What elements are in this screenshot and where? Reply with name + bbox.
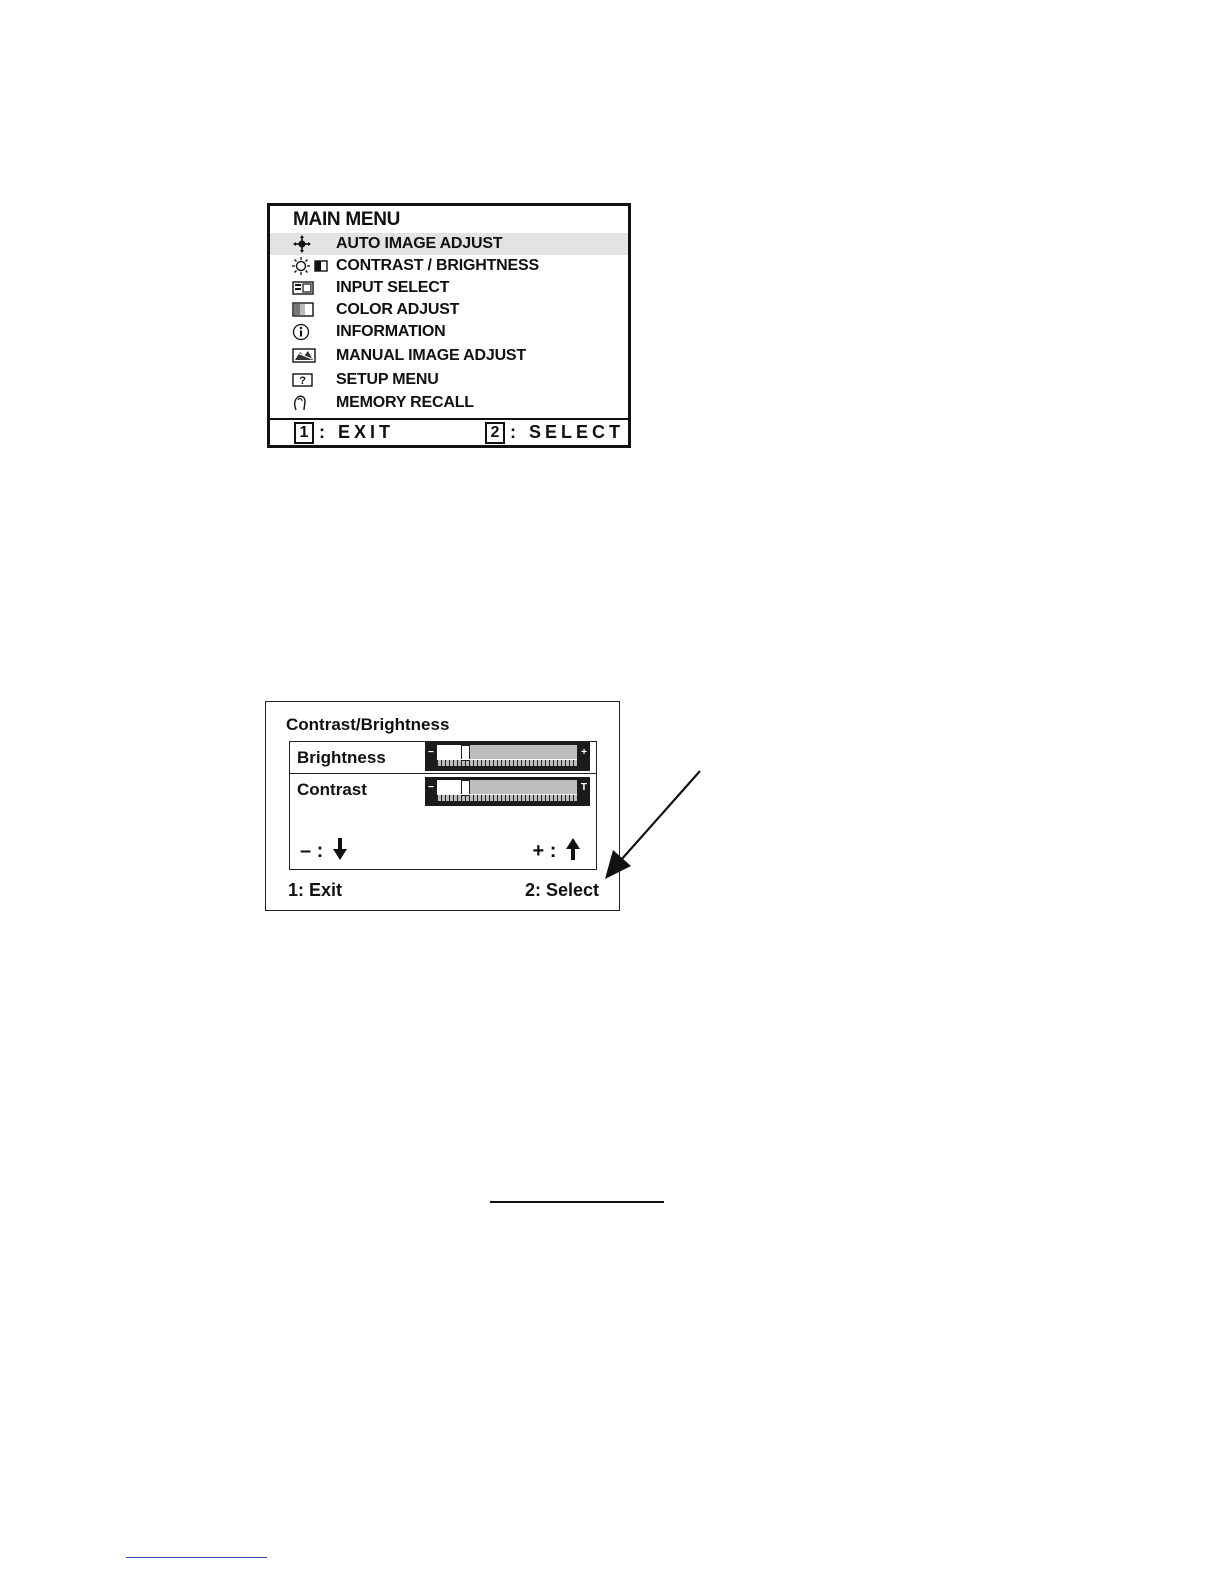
main-menu-panel bbox=[267, 203, 631, 448]
menu-item-label: CONTRAST / BRIGHTNESS bbox=[336, 257, 539, 274]
menu-item-label: MEMORY RECALL bbox=[336, 394, 474, 411]
divider-line bbox=[490, 1201, 664, 1203]
slider-track bbox=[437, 745, 577, 766]
menu-item-manual-image-adjust[interactable] bbox=[270, 343, 628, 368]
slider-plus-sign: T bbox=[580, 782, 587, 793]
select-button[interactable] bbox=[485, 422, 624, 444]
memory-recall-icon bbox=[292, 392, 332, 414]
contrast-label: Contrast bbox=[297, 780, 367, 799]
adjustment-box bbox=[289, 741, 597, 870]
decrease-control[interactable] bbox=[300, 838, 347, 863]
slider-minus-sign: − bbox=[428, 747, 434, 758]
callout-arrow-icon bbox=[595, 768, 705, 883]
main-menu-title: MAIN MENU bbox=[293, 209, 401, 230]
slider-track bbox=[437, 780, 577, 801]
increase-control[interactable] bbox=[533, 838, 580, 863]
main-menu-footer bbox=[270, 418, 628, 445]
decrease-label: – : bbox=[300, 840, 324, 862]
question-box-icon bbox=[292, 368, 332, 392]
menu-item-label: AUTO IMAGE ADJUST bbox=[336, 235, 503, 252]
exit-button[interactable]: 1: Exit bbox=[288, 880, 343, 900]
menu-item-label: MANUAL IMAGE ADJUST bbox=[336, 347, 526, 364]
brightness-slider[interactable] bbox=[425, 742, 590, 771]
menu-item-label: SETUP MENU bbox=[336, 371, 439, 388]
menu-item-color-adjust[interactable] bbox=[270, 299, 628, 321]
manual-adjust-icon bbox=[292, 343, 332, 368]
slider-ticks bbox=[437, 794, 577, 801]
menu-item-input-select[interactable] bbox=[270, 277, 628, 299]
key-2-box: 2 bbox=[485, 422, 505, 444]
menu-item-setup-menu[interactable] bbox=[270, 368, 628, 392]
menu-item-contrast-brightness[interactable] bbox=[270, 255, 628, 277]
select-label: : SELECT bbox=[509, 422, 624, 442]
crosshair-move-icon bbox=[292, 233, 332, 255]
arrow-up-icon bbox=[566, 838, 580, 860]
slider-minus-sign: − bbox=[428, 782, 434, 793]
slider-plus-sign: + bbox=[581, 747, 587, 758]
key-1-box: 1 bbox=[294, 422, 314, 444]
menu-item-information[interactable] bbox=[270, 321, 628, 343]
arrow-down-icon bbox=[333, 838, 347, 860]
brightness-row[interactable] bbox=[290, 742, 596, 774]
exit-label: : EXIT bbox=[319, 422, 395, 442]
input-select-icon bbox=[292, 277, 332, 299]
sun-contrast-icon bbox=[292, 255, 332, 277]
color-bars-icon bbox=[292, 299, 332, 321]
exit-button[interactable] bbox=[294, 422, 394, 444]
menu-item-label: INFORMATION bbox=[336, 323, 446, 340]
menu-item-label: COLOR ADJUST bbox=[336, 301, 460, 318]
slider-ticks bbox=[437, 759, 577, 766]
contrast-slider[interactable] bbox=[425, 777, 590, 806]
info-icon bbox=[292, 321, 332, 343]
select-button[interactable]: 2: Select bbox=[524, 880, 599, 900]
main-menu-list bbox=[270, 233, 628, 414]
contrast-brightness-title: Contrast/Brightness bbox=[286, 715, 450, 734]
contrast-brightness-panel bbox=[265, 701, 620, 911]
brightness-label: Brightness bbox=[297, 748, 386, 767]
menu-item-label: INPUT SELECT bbox=[336, 279, 450, 296]
menu-item-memory-recall[interactable] bbox=[270, 392, 628, 414]
increase-label: + : bbox=[532, 840, 557, 862]
svg-text:?: ? bbox=[299, 375, 306, 387]
contrast-row[interactable] bbox=[290, 774, 596, 805]
footnote-rule bbox=[126, 1557, 267, 1558]
menu-item-auto-image-adjust[interactable] bbox=[270, 233, 628, 255]
